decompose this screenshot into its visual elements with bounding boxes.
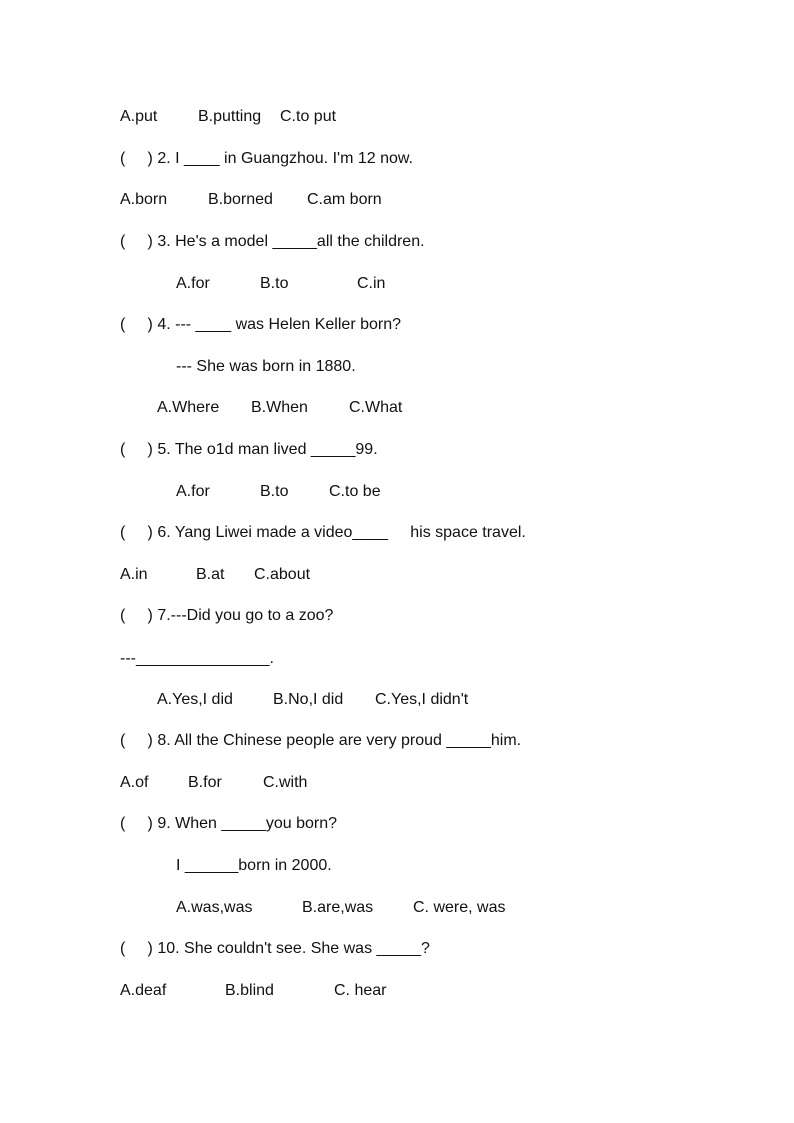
option-c: C.What	[349, 399, 403, 416]
option-c: C.to put	[280, 108, 337, 125]
question-3: ( ) 3. He's a model _____all the children.	[120, 233, 425, 250]
question-8: ( ) 8. All the Chinese people are very proud _____him.	[120, 732, 522, 749]
option-c: C.to be	[329, 483, 381, 500]
option-c: C.with	[263, 774, 308, 791]
option-b: B.to	[260, 275, 289, 292]
option-c: C. hear	[334, 982, 387, 999]
option-c: C.about	[254, 566, 311, 583]
option-b: B.for	[188, 774, 222, 791]
option-c: C.in	[357, 275, 386, 292]
question-4: ( ) 4. --- ____ was Helen Keller born?	[120, 316, 402, 333]
option-c: C. were, was	[413, 899, 506, 916]
option-b: B.putting	[198, 108, 262, 125]
answer-q4: --- She was born in 1880.	[176, 358, 356, 375]
option-b: B.to	[260, 483, 289, 500]
question-6: ( ) 6. Yang Liwei made a video____ his space travel.	[120, 524, 526, 541]
option-c: C.Yes,I didn't	[375, 691, 469, 708]
options-q1	[0, 106, 337, 128]
option-a: A.Yes,I did	[157, 691, 233, 708]
option-b: B.When	[251, 399, 308, 416]
option-a: A.born	[120, 191, 168, 208]
options-q6	[0, 564, 311, 586]
option-a: A.of	[120, 774, 149, 791]
question-7: ( ) 7.---Did you go to a zoo?	[120, 607, 334, 624]
option-b: B.borned	[208, 191, 273, 208]
question-2: ( ) 2. I ____ in Guangzhou. I'm 12 now.	[120, 150, 413, 167]
answer-q7: ---_______________.	[120, 650, 274, 667]
options-q9	[0, 897, 506, 919]
question-5: ( ) 5. The o1d man lived _____99.	[120, 441, 378, 458]
options-q10	[0, 980, 387, 1002]
option-a: A.in	[120, 566, 148, 583]
option-a: A.for	[176, 275, 210, 292]
options-q4	[0, 397, 403, 419]
options-q8	[0, 772, 308, 794]
options-q7	[0, 689, 469, 711]
answer-q9: I ______born in 2000.	[176, 857, 332, 874]
option-b: B.No,I did	[273, 691, 344, 708]
option-b: B.at	[196, 566, 225, 583]
option-c: C.am born	[307, 191, 382, 208]
options-q5	[0, 481, 381, 503]
option-a: A.for	[176, 483, 210, 500]
question-10: ( ) 10. She couldn't see. She was _____?	[120, 940, 430, 957]
option-a: A.deaf	[120, 982, 167, 999]
option-a: A.Where	[157, 399, 220, 416]
option-b: B.are,was	[302, 899, 374, 916]
option-a: A.put	[120, 108, 158, 125]
option-b: B.blind	[225, 982, 274, 999]
options-q3	[0, 273, 386, 295]
question-9: ( ) 9. When _____you born?	[120, 815, 338, 832]
options-q2	[0, 189, 382, 211]
option-a: A.was,was	[176, 899, 253, 916]
